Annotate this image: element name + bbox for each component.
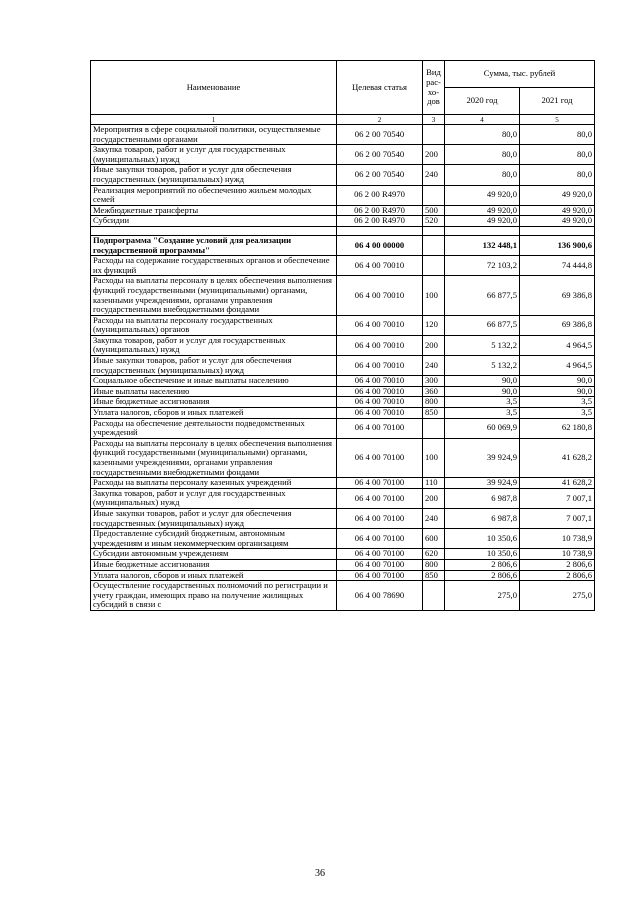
row-value-2021: 4 964,5	[520, 356, 595, 376]
column-index: 1	[91, 115, 337, 125]
empty-cell	[337, 226, 423, 235]
row-value-2020: 66 877,5	[445, 315, 520, 335]
row-expense-kind: 600	[423, 529, 445, 549]
row-name: Иные выплаты населению	[91, 386, 337, 397]
row-target-code: 06 4 00 70010	[337, 315, 423, 335]
row-value-2020: 275,0	[445, 581, 520, 611]
row-value-2021: 2 806,6	[520, 570, 595, 581]
row-target-code: 06 4 00 70010	[337, 376, 423, 387]
row-name: Уплата налогов, сборов и иных платежей	[91, 570, 337, 581]
row-target-code: 06 2 00 70540	[337, 145, 423, 165]
row-target-code: 06 2 00 R4970	[337, 185, 423, 205]
table-row	[91, 205, 595, 216]
column-index: 3	[423, 115, 445, 125]
table-row	[91, 356, 595, 376]
row-expense-kind: 620	[423, 549, 445, 560]
table-row	[91, 529, 595, 549]
row-expense-kind: 120	[423, 315, 445, 335]
row-value-2020: 6 987,8	[445, 488, 520, 508]
table-body	[91, 125, 595, 611]
column-index-row	[91, 115, 595, 125]
row-target-code: 06 2 00 70540	[337, 125, 423, 145]
row-name: Иные закупки товаров, работ и услуг для обеспечения государственных (муниципальных) нужд	[91, 356, 337, 376]
row-expense-kind: 520	[423, 216, 445, 227]
header-target: Целевая статья	[337, 61, 423, 115]
table-row	[91, 165, 595, 185]
row-expense-kind: 200	[423, 145, 445, 165]
row-expense-kind	[423, 235, 445, 255]
row-value-2020: 80,0	[445, 145, 520, 165]
header-sum: Сумма, тыс. рублей	[445, 61, 595, 88]
header-year-2020: 2020 год	[445, 88, 520, 115]
page-number: 36	[315, 868, 325, 879]
row-expense-kind: 200	[423, 335, 445, 355]
row-expense-kind: 100	[423, 438, 445, 477]
row-name: Реализация мероприятий по обеспечению жильем молодых семей	[91, 185, 337, 205]
row-target-code: 06 4 00 70100	[337, 478, 423, 489]
row-target-code: 06 2 00 70540	[337, 165, 423, 185]
column-index: 4	[445, 115, 520, 125]
row-value-2021: 49 920,0	[520, 185, 595, 205]
row-value-2020: 2 806,6	[445, 570, 520, 581]
row-value-2021: 80,0	[520, 165, 595, 185]
row-name: Мероприятия в сфере социальной политики, осуществляемые государственными органами	[91, 125, 337, 145]
row-name: Иные бюджетные ассигнования	[91, 559, 337, 570]
row-name: Субсидии	[91, 216, 337, 227]
row-name: Субсидии автономным учреждениям	[91, 549, 337, 560]
table-row	[91, 488, 595, 508]
row-value-2021: 4 964,5	[520, 335, 595, 355]
row-target-code: 06 4 00 70100	[337, 508, 423, 528]
row-value-2020: 49 920,0	[445, 216, 520, 227]
row-name: Расходы на выплаты персоналу казенных учреждений	[91, 478, 337, 489]
table-row	[91, 376, 595, 387]
row-expense-kind: 240	[423, 165, 445, 185]
row-value-2021: 80,0	[520, 125, 595, 145]
row-value-2020: 90,0	[445, 376, 520, 387]
row-value-2021: 62 180,8	[520, 418, 595, 438]
row-target-code: 06 4 00 70010	[337, 356, 423, 376]
column-index: 2	[337, 115, 423, 125]
row-value-2021: 2 806,6	[520, 559, 595, 570]
table-row	[91, 478, 595, 489]
row-target-code: 06 4 00 70010	[337, 386, 423, 397]
table-row	[91, 581, 595, 611]
row-value-2020: 80,0	[445, 165, 520, 185]
row-target-code: 06 4 00 70100	[337, 549, 423, 560]
row-value-2020: 5 132,2	[445, 335, 520, 355]
row-expense-kind: 360	[423, 386, 445, 397]
row-value-2020: 2 806,6	[445, 559, 520, 570]
table-row	[91, 125, 595, 145]
row-name: Закупка товаров, работ и услуг для государственных (муниципальных) нужд	[91, 145, 337, 165]
table-row	[91, 185, 595, 205]
row-value-2020: 90,0	[445, 386, 520, 397]
row-value-2021: 41 628,2	[520, 478, 595, 489]
row-value-2021: 275,0	[520, 581, 595, 611]
row-value-2021: 69 386,8	[520, 276, 595, 315]
row-name: Социальное обеспечение и иные выплаты населению	[91, 376, 337, 387]
table-row	[91, 386, 595, 397]
table-row	[91, 335, 595, 355]
row-value-2021: 74 444,8	[520, 256, 595, 276]
row-target-code: 06 4 00 70010	[337, 256, 423, 276]
table-row	[91, 145, 595, 165]
row-name: Расходы на обеспечение деятельности подведомственных учреждений	[91, 418, 337, 438]
table-row	[91, 235, 595, 255]
row-value-2020: 3,5	[445, 397, 520, 408]
row-expense-kind	[423, 581, 445, 611]
row-value-2020: 72 103,2	[445, 256, 520, 276]
table-row	[91, 559, 595, 570]
row-value-2020: 39 924,9	[445, 438, 520, 477]
row-target-code: 06 4 00 70100	[337, 529, 423, 549]
budget-table	[90, 60, 595, 611]
row-value-2021: 10 738,9	[520, 529, 595, 549]
row-target-code: 06 2 00 R4970	[337, 205, 423, 216]
row-expense-kind: 300	[423, 376, 445, 387]
table-row	[91, 256, 595, 276]
table-header	[91, 61, 595, 125]
row-value-2020: 10 350,6	[445, 549, 520, 560]
row-value-2021: 136 900,6	[520, 235, 595, 255]
row-expense-kind: 100	[423, 276, 445, 315]
row-value-2020: 3,5	[445, 408, 520, 419]
row-value-2021: 7 007,1	[520, 488, 595, 508]
row-target-code: 06 4 00 70100	[337, 570, 423, 581]
row-target-code: 06 2 00 R4970	[337, 216, 423, 227]
row-value-2021: 80,0	[520, 145, 595, 165]
row-value-2021: 3,5	[520, 397, 595, 408]
header-kind: Вид рас-хо-дов	[423, 61, 445, 115]
row-expense-kind: 800	[423, 397, 445, 408]
row-target-code: 06 4 00 70010	[337, 276, 423, 315]
row-value-2021: 69 386,8	[520, 315, 595, 335]
row-name: Расходы на выплаты персоналу государственных (муниципальных) органов	[91, 315, 337, 335]
row-value-2021: 49 920,0	[520, 205, 595, 216]
row-value-2020: 6 987,8	[445, 508, 520, 528]
row-expense-kind: 500	[423, 205, 445, 216]
row-value-2020: 66 877,5	[445, 276, 520, 315]
header-name: Наименование	[91, 61, 337, 115]
row-expense-kind: 110	[423, 478, 445, 489]
row-name: Подпрограмма "Создание условий для реализации государственной программы"	[91, 235, 337, 255]
table-row	[91, 397, 595, 408]
row-value-2021: 7 007,1	[520, 508, 595, 528]
table-row	[91, 408, 595, 419]
row-value-2020: 10 350,6	[445, 529, 520, 549]
row-name: Уплата налогов, сборов и иных платежей	[91, 408, 337, 419]
row-value-2020: 5 132,2	[445, 356, 520, 376]
row-target-code: 06 4 00 70100	[337, 559, 423, 570]
row-expense-kind: 850	[423, 570, 445, 581]
table-row	[91, 508, 595, 528]
row-name: Иные бюджетные ассигнования	[91, 397, 337, 408]
table-row	[91, 276, 595, 315]
row-name: Предоставление субсидий бюджетным, автономным учреждениям и иным некоммерческим организациям	[91, 529, 337, 549]
empty-cell	[445, 226, 520, 235]
row-value-2020: 80,0	[445, 125, 520, 145]
row-value-2021: 90,0	[520, 376, 595, 387]
table-row	[91, 315, 595, 335]
table-row	[91, 438, 595, 477]
row-expense-kind	[423, 125, 445, 145]
row-expense-kind: 850	[423, 408, 445, 419]
row-target-code: 06 4 00 70010	[337, 408, 423, 419]
row-target-code: 06 4 00 70010	[337, 397, 423, 408]
row-value-2020: 60 069,9	[445, 418, 520, 438]
row-value-2021: 41 628,2	[520, 438, 595, 477]
row-value-2020: 132 448,1	[445, 235, 520, 255]
row-expense-kind	[423, 256, 445, 276]
row-value-2020: 39 924,9	[445, 478, 520, 489]
row-target-code: 06 4 00 70100	[337, 488, 423, 508]
row-expense-kind: 800	[423, 559, 445, 570]
table-row	[91, 570, 595, 581]
row-target-code: 06 4 00 00000	[337, 235, 423, 255]
column-index: 5	[520, 115, 595, 125]
row-value-2021: 3,5	[520, 408, 595, 419]
row-name: Иные закупки товаров, работ и услуг для обеспечения государственных (муниципальных) нужд	[91, 165, 337, 185]
row-value-2021: 90,0	[520, 386, 595, 397]
row-target-code: 06 4 00 78690	[337, 581, 423, 611]
row-name: Осуществление государственных полномочий по регистрации и учету граждан, имеющих право на получение жилищных субсидий в связи с	[91, 581, 337, 611]
row-target-code: 06 4 00 70010	[337, 335, 423, 355]
table-row	[91, 216, 595, 227]
row-name: Закупка товаров, работ и услуг для государственных (муниципальных) нужд	[91, 335, 337, 355]
row-name: Иные закупки товаров, работ и услуг для обеспечения государственных (муниципальных) нужд	[91, 508, 337, 528]
row-expense-kind	[423, 185, 445, 205]
row-name: Межбюджетные трансферты	[91, 205, 337, 216]
row-expense-kind: 240	[423, 508, 445, 528]
empty-cell	[423, 226, 445, 235]
table-row	[91, 418, 595, 438]
row-target-code: 06 4 00 70100	[337, 418, 423, 438]
row-expense-kind: 240	[423, 356, 445, 376]
row-value-2020: 49 920,0	[445, 185, 520, 205]
empty-cell	[520, 226, 595, 235]
row-expense-kind	[423, 418, 445, 438]
row-name: Расходы на выплаты персоналу в целях обеспечения выполнения функций государственными (муниципальными) органами, казенными учреждениями, органами управления государственными внебюджетными фондами	[91, 438, 337, 477]
table-row	[91, 549, 595, 560]
row-target-code: 06 4 00 70100	[337, 438, 423, 477]
row-expense-kind: 200	[423, 488, 445, 508]
row-name: Закупка товаров, работ и услуг для государственных (муниципальных) нужд	[91, 488, 337, 508]
header-year-2021: 2021 год	[520, 88, 595, 115]
row-name: Расходы на выплаты персоналу в целях обеспечения выполнения функций государственными (муниципальными) органами, казенными учреждениями, органами управления государственными внебюджетными фондами	[91, 276, 337, 315]
row-name: Расходы на содержание государственных органов и обеспечение их функций	[91, 256, 337, 276]
row-value-2021: 49 920,0	[520, 216, 595, 227]
row-value-2020: 49 920,0	[445, 205, 520, 216]
row-value-2021: 10 738,9	[520, 549, 595, 560]
